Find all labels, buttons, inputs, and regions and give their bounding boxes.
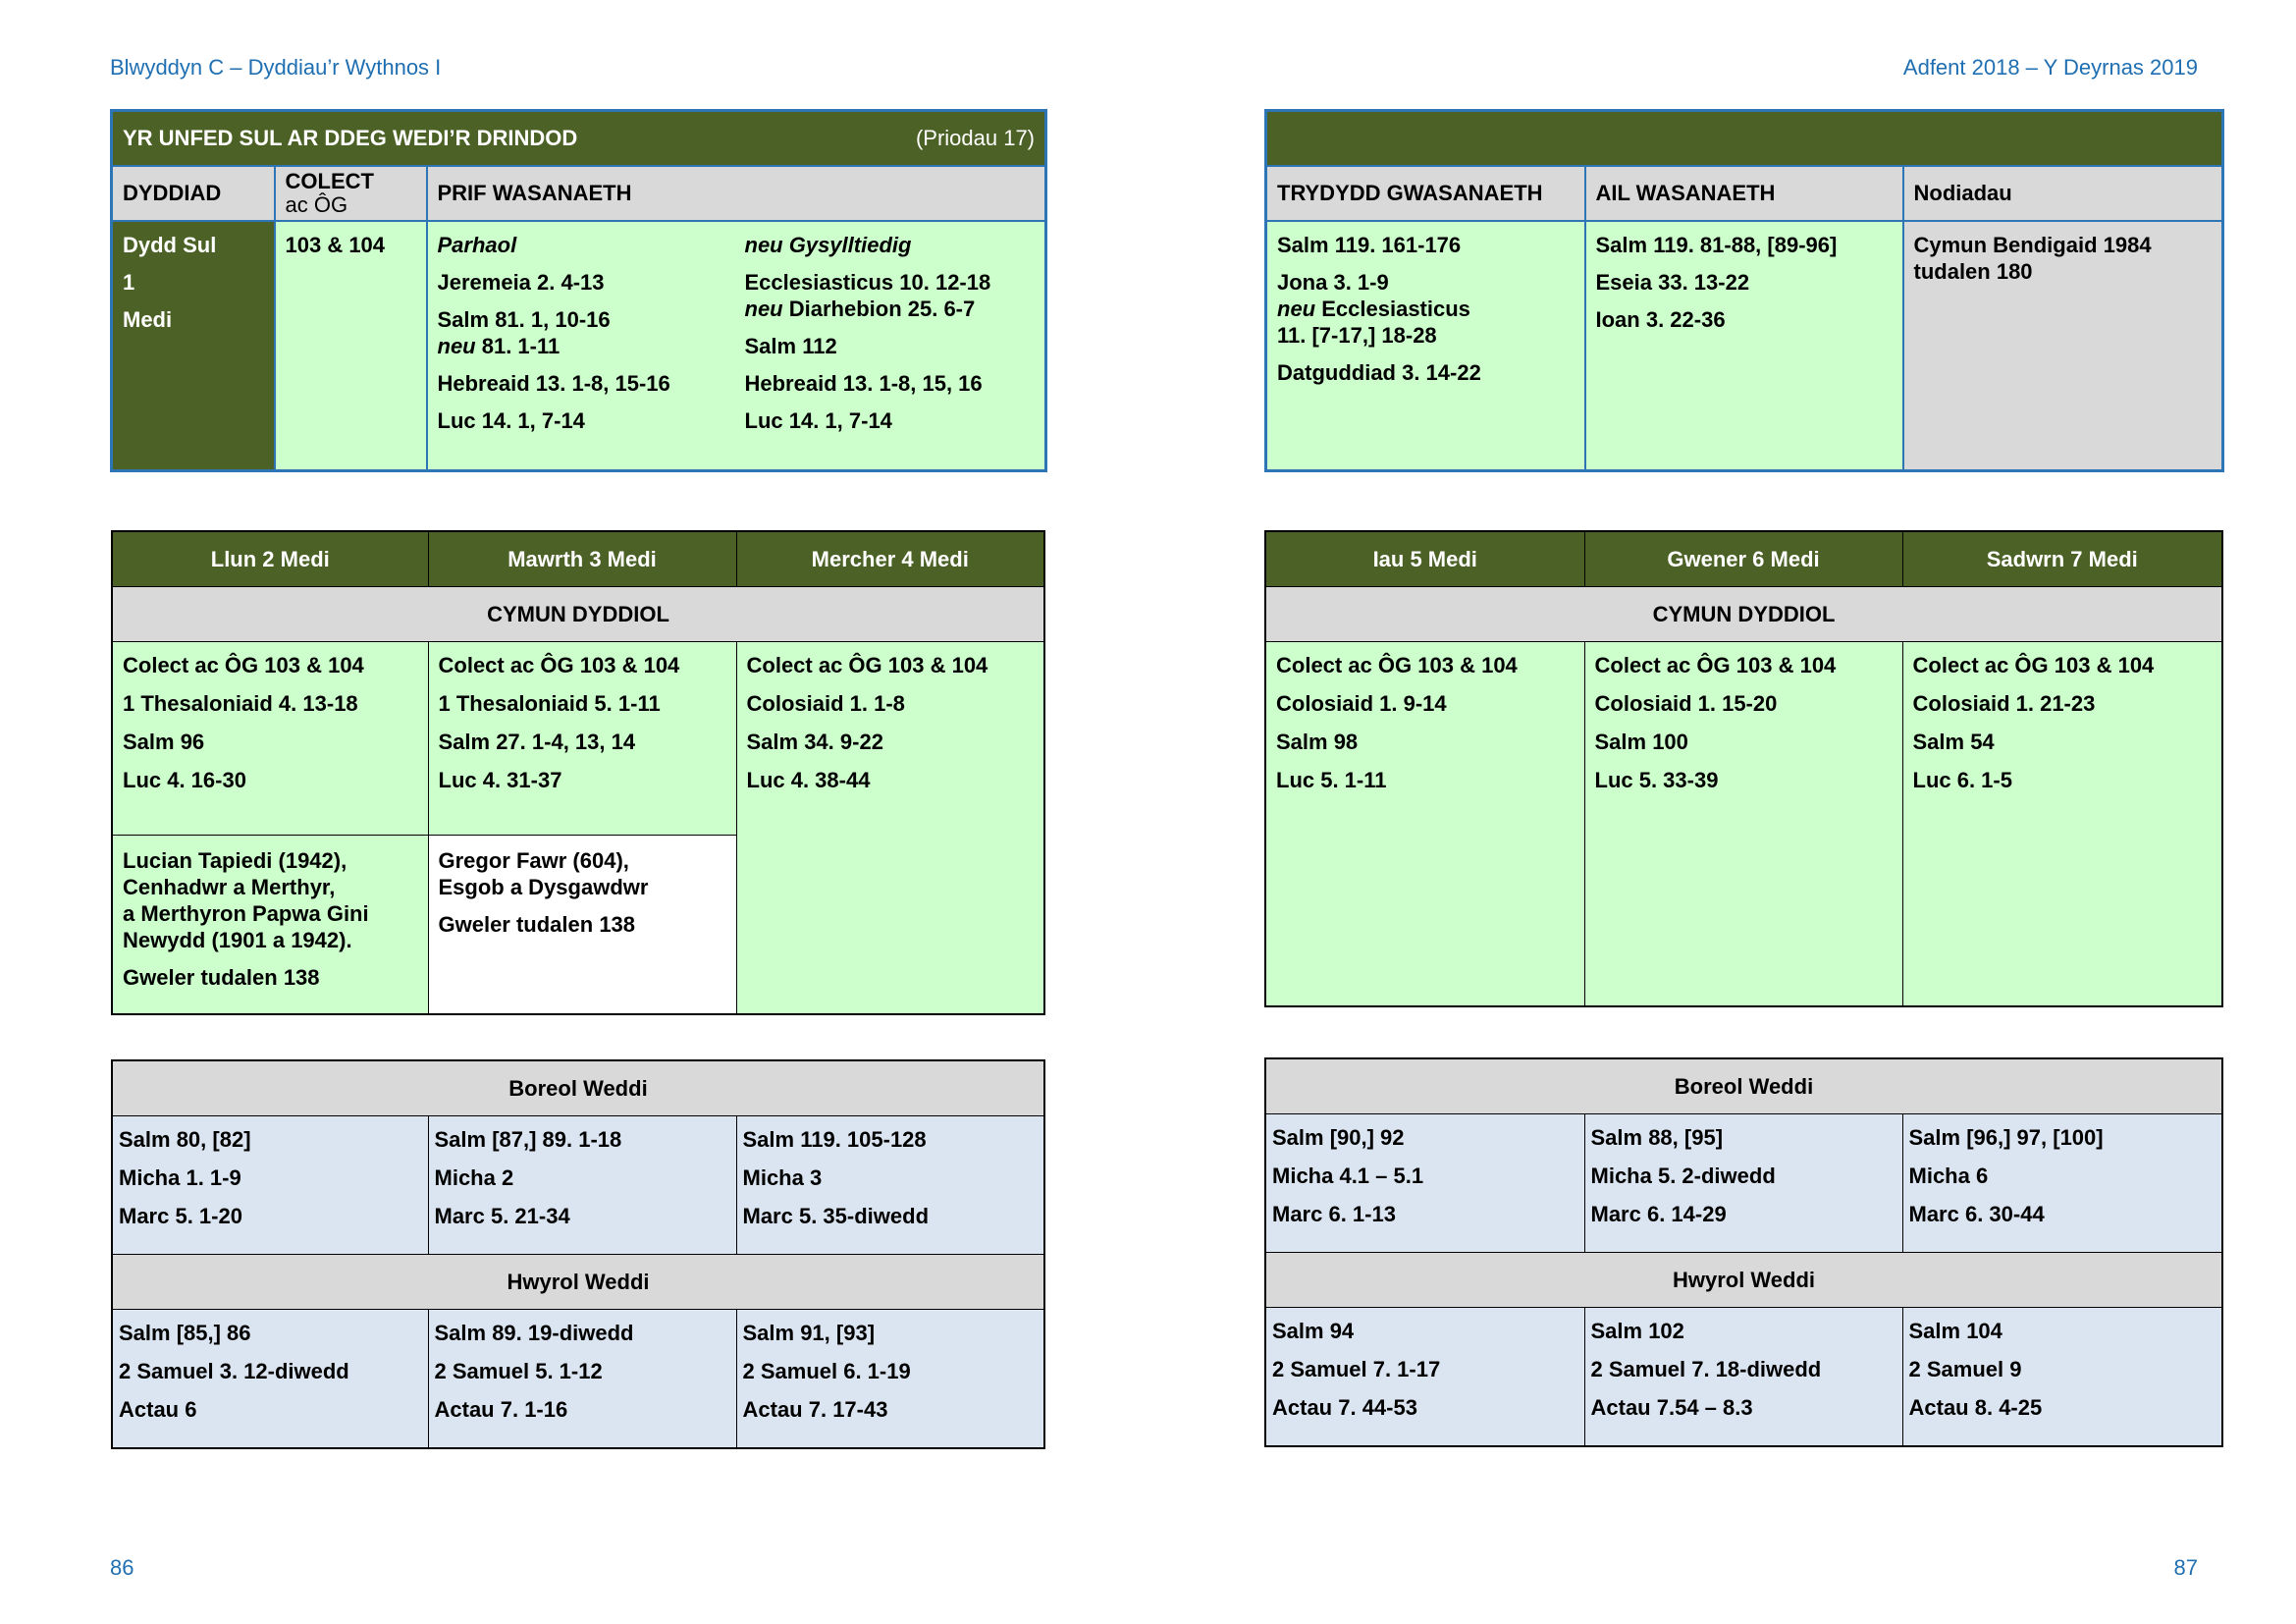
sunday-title-bar xyxy=(112,111,1046,167)
reading: Micha 2 xyxy=(434,1165,514,1190)
col-header-principal: PRIF WASANAETH xyxy=(427,166,1046,221)
neu-label: neu xyxy=(744,297,783,321)
reading: Micha 1. 1-9 xyxy=(119,1165,241,1190)
neu-label: neu xyxy=(437,334,476,358)
reading: Salm [96,] 97, [100] xyxy=(1908,1125,2104,1150)
reading: Actau 7. 1-16 xyxy=(434,1397,568,1422)
reading: Salm [85,] 86 xyxy=(119,1321,251,1345)
reading: Salm [90,] 92 xyxy=(1272,1125,1405,1150)
reading: Salm [87,] 89. 1-18 xyxy=(434,1127,622,1152)
reading: Salm 100 xyxy=(1594,730,1688,754)
note-line: Cymun Bendigaid 1984 xyxy=(1913,233,2152,257)
reading: Luc 14. 1, 7-14 xyxy=(744,408,892,433)
reading: Ecclesiasticus 10. 12-18 xyxy=(744,270,991,295)
reading: Hebreaid 13. 1-8, 15, 16 xyxy=(744,371,983,396)
reading: Jona 3. 1-9 xyxy=(1277,270,1389,295)
reading: Luc 4. 31-37 xyxy=(438,768,562,792)
reading: Datguddiad 3. 14-22 xyxy=(1277,360,1481,385)
reading: Colect ac ÔG 103 & 104 xyxy=(1276,653,1518,677)
office-readings-cell xyxy=(1902,1114,2222,1253)
second-service-cell xyxy=(1585,221,1903,471)
reading: Colosiaid 1. 21-23 xyxy=(1912,691,2096,716)
reading: Micha 6 xyxy=(1908,1164,1989,1188)
reading: Colect ac ÔG 103 & 104 xyxy=(1912,653,2155,677)
reading: Salm 112 xyxy=(744,334,837,358)
reading: Salm 80, [82] xyxy=(119,1127,251,1152)
office-readings-cell xyxy=(428,1116,736,1255)
commemoration-line: Gweler tudalen 138 xyxy=(438,912,636,937)
office-readings-cell xyxy=(112,1116,428,1255)
day-readings-cell xyxy=(1265,642,1584,1007)
morning-prayer-header: Boreol Weddi xyxy=(112,1060,1044,1116)
day-header: Llun 2 Medi xyxy=(112,531,428,587)
day-header: Mercher 4 Medi xyxy=(736,531,1044,587)
running-header-left: Blwyddyn C – Dyddiau’r Wythnos I xyxy=(110,55,442,80)
commemoration-line: Newydd (1901 a 1942). xyxy=(123,928,352,952)
reading: Hebreaid 13. 1-8, 15-16 xyxy=(437,371,670,396)
reading: Salm 91, [93] xyxy=(742,1321,876,1345)
reading: Colosiaid 1. 15-20 xyxy=(1594,691,1778,716)
reading: 2 Samuel 9 xyxy=(1908,1357,2022,1381)
reading: 2 Samuel 7. 1-17 xyxy=(1272,1357,1441,1381)
reading: Marc 6. 14-29 xyxy=(1590,1202,1727,1226)
office-readings-cell xyxy=(1265,1308,1584,1447)
reading: Luc 14. 1, 7-14 xyxy=(437,408,585,433)
commemoration-line: a Merthyron Papwa Gini xyxy=(123,901,369,926)
cymun-dyddiol-header: CYMUN DYDDIOL xyxy=(1265,587,2222,642)
reading: Ecclesiasticus xyxy=(1315,297,1470,321)
reading: Micha 5. 2-diwedd xyxy=(1590,1164,1776,1188)
sunday-principal-table xyxy=(110,109,1047,472)
office-readings-cell xyxy=(736,1310,1044,1449)
office-readings-cell xyxy=(112,1310,428,1449)
reading: Actau 8. 4-25 xyxy=(1908,1395,2043,1420)
reading: Salm 104 xyxy=(1908,1319,2002,1343)
reading: Actau 6 xyxy=(119,1397,197,1422)
weekday-eucharist-table-right xyxy=(1264,530,2223,1007)
reading: Colect ac ÔG 103 & 104 xyxy=(746,653,988,677)
office-readings-cell xyxy=(736,1116,1044,1255)
reading: Marc 5. 21-34 xyxy=(434,1204,570,1228)
running-header-right: Adfent 2018 – Y Deyrnas 2019 xyxy=(1902,55,2198,80)
office-readings-cell xyxy=(1265,1114,1584,1253)
office-readings-cell xyxy=(428,1310,736,1449)
sunday-day-line: 1 xyxy=(123,270,135,295)
reading: Marc 5. 1-20 xyxy=(119,1204,242,1228)
reading: Salm 119. 105-128 xyxy=(742,1127,927,1152)
reading: Salm 98 xyxy=(1276,730,1359,754)
col-header-collect-line1: COLECT xyxy=(285,169,374,193)
commemoration-line: Lucian Tapiedi (1942), xyxy=(123,848,347,873)
evening-prayer-header: Hwyrol Weddi xyxy=(1265,1253,2222,1308)
reading: Luc 5. 33-39 xyxy=(1594,768,1719,792)
col-header-second: AIL WASANAETH xyxy=(1585,166,1903,221)
day-header: Gwener 6 Medi xyxy=(1584,531,1902,587)
evening-prayer-header: Hwyrol Weddi xyxy=(112,1255,1044,1310)
reading: Marc 5. 35-diwedd xyxy=(742,1204,930,1228)
reading: Jeremeia 2. 4-13 xyxy=(437,270,605,295)
continuous-label: Parhaol xyxy=(437,233,517,257)
reading: Luc 4. 38-44 xyxy=(746,768,871,792)
col-header-day: DYDDIAD xyxy=(112,166,275,221)
reading: 2 Samuel 3. 12-diwedd xyxy=(119,1359,349,1383)
reading: 2 Samuel 5. 1-12 xyxy=(434,1359,603,1383)
reading: 81. 1-11 xyxy=(475,334,561,358)
sunday-other-services-table xyxy=(1264,109,2224,472)
col-header-collect-line2: ac ÔG xyxy=(285,192,348,217)
reading: Actau 7. 17-43 xyxy=(742,1397,888,1422)
sunday-day-line: Dydd Sul xyxy=(123,233,217,257)
commemoration-cell xyxy=(428,836,736,1015)
reading: Micha 3 xyxy=(742,1165,823,1190)
commemoration-line: Gregor Fawr (604), xyxy=(438,848,629,873)
reading: Luc 4. 16-30 xyxy=(123,768,246,792)
sunday-title: YR UNFED SUL AR DDEG WEDI’R DRINDOD xyxy=(123,126,578,150)
reading: Luc 5. 1-11 xyxy=(1276,768,1387,792)
reading: Colect ac ÔG 103 & 104 xyxy=(123,653,364,677)
reading: Colect ac ÔG 103 & 104 xyxy=(438,653,680,677)
daily-office-table-left xyxy=(111,1059,1045,1449)
col-header-notes: Nodiadau xyxy=(1903,166,2223,221)
day-readings-cell xyxy=(1902,642,2222,1007)
reading: Luc 6. 1-5 xyxy=(1912,768,2012,792)
commemoration-line: Esgob a Dysgawdwr xyxy=(438,875,649,899)
col-header-collect xyxy=(275,166,427,221)
sunday-collect-cell xyxy=(275,221,427,471)
reading: Salm 96 xyxy=(123,730,205,754)
day-header: Mawrth 3 Medi xyxy=(428,531,736,587)
reading: Salm 119. 161-176 xyxy=(1277,233,1462,257)
note-line: tudalen 180 xyxy=(1913,259,2033,284)
reading: Actau 7.54 – 8.3 xyxy=(1590,1395,1753,1420)
day-readings-cell xyxy=(428,642,736,836)
sunday-date-cell xyxy=(112,221,275,471)
day-header: Sadwrn 7 Medi xyxy=(1902,531,2222,587)
reading: Salm 94 xyxy=(1272,1319,1355,1343)
reading: Salm 88, [95] xyxy=(1590,1125,1724,1150)
reading: Salm 27. 1-4, 13, 14 xyxy=(438,730,636,754)
reading: Ioan 3. 22-36 xyxy=(1595,307,1726,332)
reading: Salm 102 xyxy=(1590,1319,1684,1343)
related-label: neu Gysylltiedig xyxy=(744,233,912,257)
reading: Eseia 33. 13-22 xyxy=(1595,270,1750,295)
commemoration-line: Cenhadwr a Merthyr, xyxy=(123,875,336,899)
commemoration-line: Gweler tudalen 138 xyxy=(123,965,320,990)
col-header-third: TRYDYDD GWASANAETH xyxy=(1266,166,1585,221)
page-number-left: 86 xyxy=(110,1555,134,1580)
page-number-right: 87 xyxy=(2173,1555,2198,1580)
reading: 2 Samuel 7. 18-diwedd xyxy=(1590,1357,1822,1381)
day-readings-cell xyxy=(112,642,428,836)
related-readings-cell xyxy=(735,221,1046,471)
neu-label: neu xyxy=(1277,297,1316,321)
reading: Diarhebion 25. 6-7 xyxy=(782,297,976,321)
office-readings-cell xyxy=(1902,1308,2222,1447)
reading: 11. [7-17,] 18-28 xyxy=(1277,323,1437,348)
reading: Marc 6. 30-44 xyxy=(1908,1202,2045,1226)
commemoration-cell xyxy=(112,836,428,1015)
reading: Salm 81. 1, 10-16 xyxy=(437,307,611,332)
day-readings-cell xyxy=(1584,642,1902,1007)
reading: Salm 54 xyxy=(1912,730,1995,754)
day-readings-cell xyxy=(736,642,1044,1015)
sunday-collect: 103 & 104 xyxy=(285,233,386,257)
reading: Colect ac ÔG 103 & 104 xyxy=(1594,653,1837,677)
reading: Actau 7. 44-53 xyxy=(1272,1395,1417,1420)
continuous-readings-cell xyxy=(427,221,735,471)
morning-prayer-header: Boreol Weddi xyxy=(1265,1058,2222,1114)
reading: Salm 119. 81-88, [89-96] xyxy=(1595,233,1838,257)
office-readings-cell xyxy=(1584,1308,1902,1447)
reading: 2 Samuel 6. 1-19 xyxy=(742,1359,911,1383)
reading: Salm 89. 19-diwedd xyxy=(434,1321,634,1345)
sunday-propers: (Priodau 17) xyxy=(915,126,1036,150)
reading: Marc 6. 1-13 xyxy=(1272,1202,1396,1226)
third-service-cell xyxy=(1266,221,1585,471)
reading: 1 Thesaloniaid 5. 1-11 xyxy=(438,691,661,716)
day-header: Iau 5 Medi xyxy=(1265,531,1584,587)
office-readings-cell xyxy=(1584,1114,1902,1253)
sunday-empty-title-bar xyxy=(1266,111,2223,167)
weekday-eucharist-table-left xyxy=(111,530,1045,1015)
reading: Colosiaid 1. 9-14 xyxy=(1276,691,1447,716)
notes-cell xyxy=(1903,221,2223,471)
daily-office-table-right xyxy=(1264,1057,2223,1447)
reading: 1 Thesaloniaid 4. 13-18 xyxy=(123,691,358,716)
reading: Colosiaid 1. 1-8 xyxy=(746,691,905,716)
reading: Salm 34. 9-22 xyxy=(746,730,883,754)
cymun-dyddiol-header: CYMUN DYDDIOL xyxy=(112,587,1044,642)
reading: Micha 4.1 – 5.1 xyxy=(1272,1164,1424,1188)
sunday-day-line: Medi xyxy=(123,307,173,332)
